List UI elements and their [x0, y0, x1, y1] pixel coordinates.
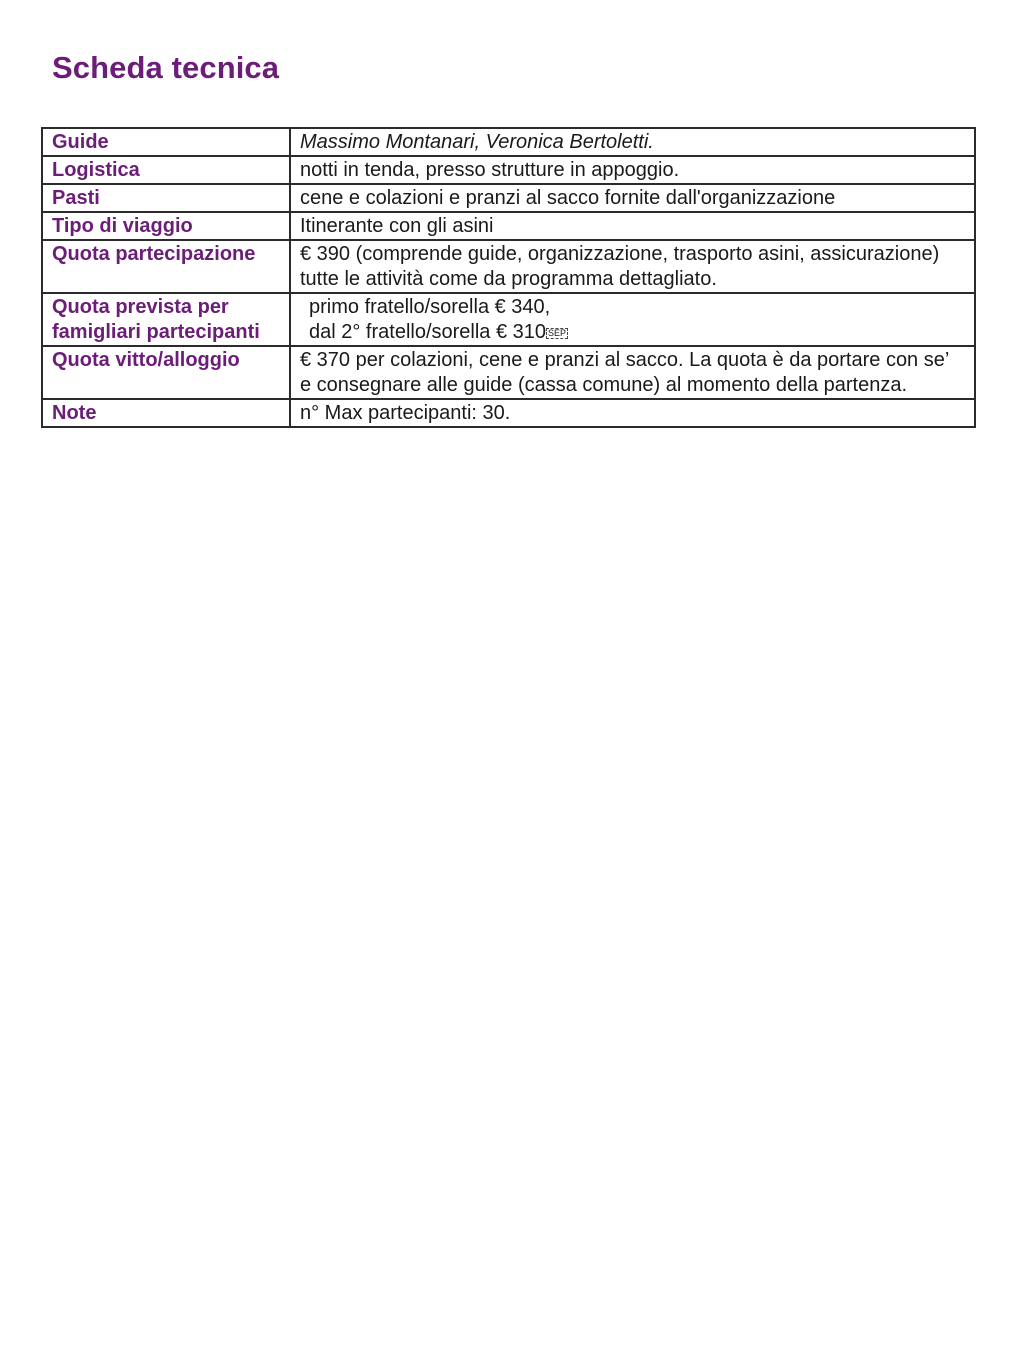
- table-row-quota-vitto: [42, 346, 975, 399]
- row-value: n° Max partecipanti: 30.: [290, 399, 975, 427]
- spec-table: [41, 127, 976, 428]
- row-label: Guide: [42, 128, 290, 156]
- row-label: Tipo di viaggio: [42, 212, 290, 240]
- row-value: € 390 (comprende guide, organizzazione, trasporto asini, assicurazione) tutte le attività come da programma dettagliato.: [290, 240, 975, 293]
- row-label: Quota partecipazione: [42, 240, 290, 293]
- row-label: Quota prevista per famigliari partecipanti: [42, 293, 290, 346]
- row-value: [290, 293, 975, 346]
- row-value: € 370 per colazioni, cene e pranzi al sacco. La quota è da portare con se’ e consegnare alle guide (cassa comune) al momento della partenza.: [290, 346, 975, 399]
- table-row-quota-partecipazione: [42, 240, 975, 293]
- table-row-tipo-viaggio: [42, 212, 975, 240]
- row-label: Note: [42, 399, 290, 427]
- row-label: Quota vitto/alloggio: [42, 346, 290, 399]
- row-value: Massimo Montanari, Veronica Bertoletti.: [290, 128, 975, 156]
- row-value: notti in tenda, presso strutture in appoggio.: [290, 156, 975, 184]
- value-line-1: primo fratello/sorella € 340,: [309, 296, 551, 318]
- row-label: Logistica: [42, 156, 290, 184]
- page-title: Scheda tecnica: [52, 50, 280, 85]
- row-value: Itinerante con gli asini: [290, 212, 975, 240]
- table-row-note: [42, 399, 975, 427]
- table-row-logistica: [42, 156, 975, 184]
- value-line-2-text: dal 2° fratello/sorella € 310: [309, 321, 547, 343]
- separator-glyph-icon: SEP: [548, 328, 567, 338]
- value-line-2: [300, 320, 965, 345]
- row-value: cene e colazioni e pranzi al sacco fornite dall'organizzazione: [290, 184, 975, 212]
- row-label: Pasti: [42, 184, 290, 212]
- table-row-pasti: [42, 184, 975, 212]
- table-row-quota-famigliari: [42, 293, 975, 346]
- table-row-guide: [42, 128, 975, 156]
